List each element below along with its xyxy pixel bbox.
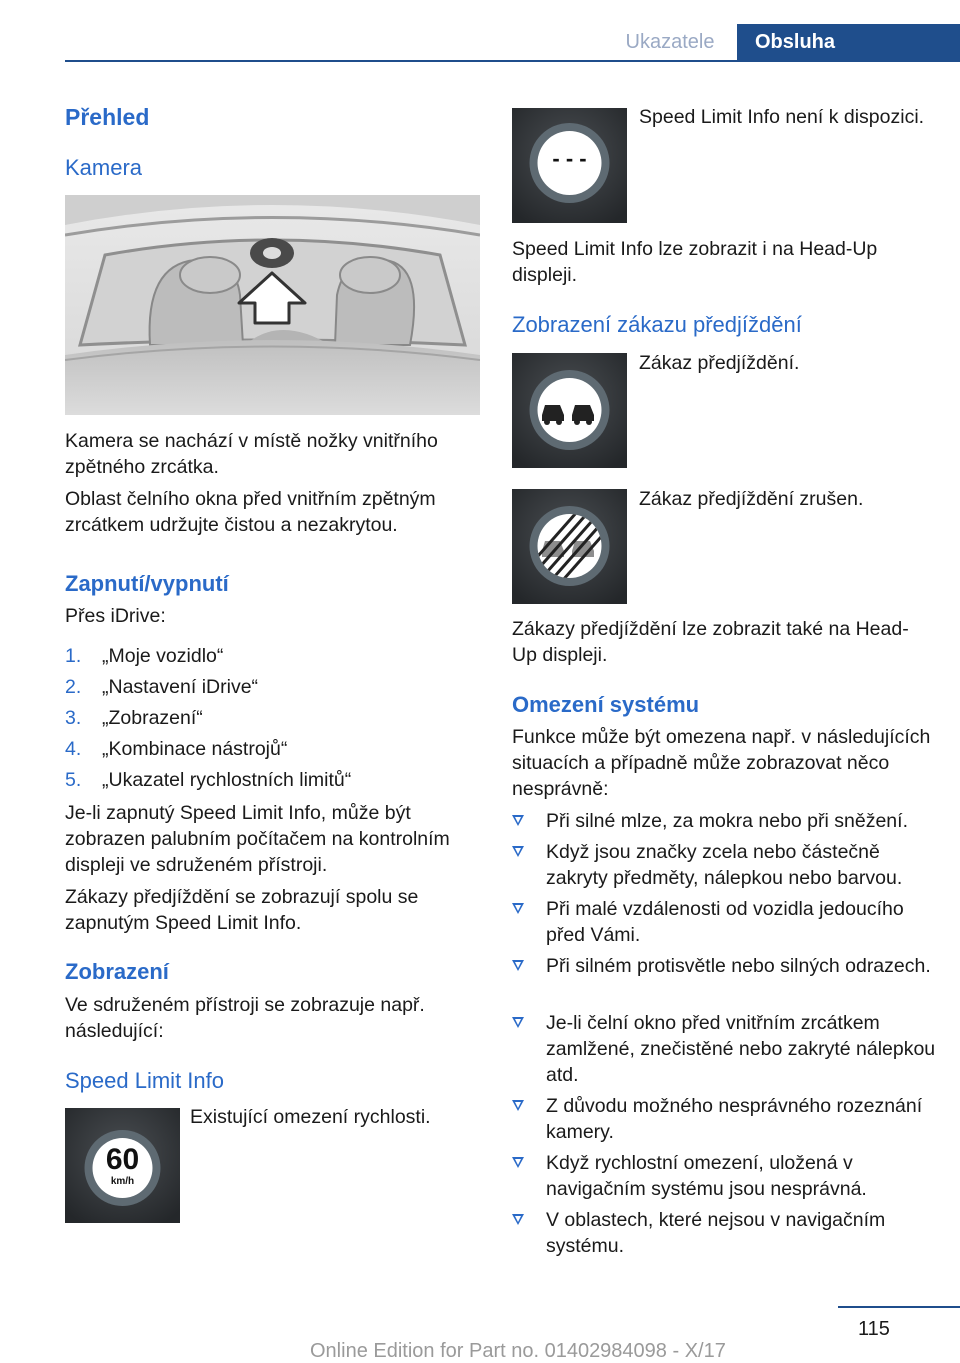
onoff-title: Zapnutí/vypnutí bbox=[65, 571, 229, 596]
display-title: Zobrazení bbox=[65, 959, 169, 984]
hud-text: Speed Limit Info lze zobrazit i na Head-Up displeji. bbox=[512, 238, 878, 286]
onoff-intro: Přes iDrive: bbox=[65, 605, 166, 627]
page-number: 115 bbox=[858, 1318, 890, 1340]
end-no-overtaking-icon bbox=[512, 489, 627, 604]
step-number: 3. bbox=[65, 707, 82, 729]
overtake-end-caption: Zákaz předjíždění zrušen. bbox=[639, 488, 864, 510]
speed-limit-sign-icon bbox=[65, 1108, 180, 1223]
display-text: Ve sdruženém přístroji se zobrazuje např. následující: bbox=[65, 994, 425, 1042]
triangle-bullet-icon bbox=[512, 1100, 524, 1111]
tab-ukazatele[interactable]: Ukazatele bbox=[625, 31, 715, 53]
step-label: „Moje vozidlo“ bbox=[102, 645, 224, 667]
tab-obsluha[interactable]: Obsluha bbox=[737, 24, 960, 61]
onoff-text-1: Je-li zapnutý Speed Limit Info, může být zobrazen palubním počítačem na kontrolním displeji ve sdruženém přístroji. bbox=[65, 802, 450, 876]
footer-rule bbox=[838, 1306, 960, 1308]
bullet-text: Když rychlostní omezení, uložená v navigačním systému jsou nesprávná. bbox=[546, 1152, 867, 1200]
bullet-text: Při malé vzdálenosti od vozidla jedoucího před Vámi. bbox=[546, 898, 904, 946]
step-number: 5. bbox=[65, 769, 82, 791]
bullet-text: Při silné mlze, za mokra nebo při sněžení. bbox=[546, 810, 908, 832]
edition-footer: Online Edition for Part no. 01402984098 - X/17 bbox=[310, 1340, 726, 1362]
bullet-text: Při silném protisvětle nebo silných odrazech. bbox=[546, 955, 931, 977]
triangle-bullet-icon bbox=[512, 960, 524, 971]
triangle-bullet-icon bbox=[512, 846, 524, 857]
triangle-bullet-icon bbox=[512, 1214, 524, 1225]
sign-value: 60 bbox=[105, 1143, 140, 1176]
camera-text-1: Kamera se nachází v místě nožky vnitřního zpětného zrcátka. bbox=[65, 430, 438, 478]
limits-intro: Funkce může být omezena např. v následujících situacích a případně může zobrazovat něco nesprávně: bbox=[512, 726, 931, 800]
sign-unit: km/h bbox=[110, 1176, 135, 1187]
sign-dashes: - - - bbox=[552, 146, 587, 171]
step-label: „Ukazatel rychlostních limitů“ bbox=[102, 769, 352, 791]
triangle-bullet-icon bbox=[512, 903, 524, 914]
triangle-bullet-icon bbox=[512, 1017, 524, 1028]
sli-title: Speed Limit Info bbox=[65, 1068, 224, 1093]
step-number: 1. bbox=[65, 645, 82, 667]
overtake-title: Zobrazení zákazu předjíždění bbox=[512, 312, 802, 337]
steps-list bbox=[65, 643, 485, 793]
limits-title: Omezení systému bbox=[512, 692, 700, 717]
bullet-text: Když jsou značky zcela nebo částečně zakryty předměty, nálepkou nebo barvou. bbox=[546, 841, 903, 889]
bullet-text: Je-li čelní okno před vnitřním zrcátkem zamlžené, znečistěné nebo zakryté nálepkou atd. bbox=[546, 1012, 936, 1086]
car-interior-image bbox=[65, 195, 480, 415]
section-title: Přehled bbox=[65, 104, 150, 130]
overtake-hud-text: Zákazy předjíždění lze zobrazit také na Head-Up displeji. bbox=[512, 618, 909, 666]
na-caption: Speed Limit Info není k dispozici. bbox=[639, 106, 925, 128]
sli-caption: Existující omezení rychlosti. bbox=[190, 1106, 431, 1128]
triangle-bullet-icon bbox=[512, 815, 524, 826]
bullet-text: V oblastech, které nejsou v navigačním systému. bbox=[546, 1209, 886, 1257]
step-number: 4. bbox=[65, 738, 82, 760]
step-number: 2. bbox=[65, 676, 82, 698]
header-rule bbox=[65, 60, 960, 62]
camera-illustration bbox=[65, 195, 480, 415]
bullet-text: Z důvodu možného nesprávného rozeznání kamery. bbox=[546, 1095, 923, 1143]
speed-limit-unavailable-icon bbox=[512, 108, 627, 223]
triangle-bullet-icon bbox=[512, 1157, 524, 1168]
onoff-text-2: Zákazy předjíždění se zobrazují spolu se zapnutým Speed Limit Info. bbox=[65, 886, 419, 934]
subsection-camera: Kamera bbox=[65, 155, 143, 180]
overtake-caption: Zákaz předjíždění. bbox=[639, 352, 800, 374]
no-overtaking-icon bbox=[512, 353, 627, 468]
step-label: „Zobrazení“ bbox=[102, 707, 203, 729]
step-label: „Kombinace nástrojů“ bbox=[102, 738, 288, 760]
step-label: „Nastavení iDrive“ bbox=[102, 676, 259, 698]
camera-text-2: Oblast čelního okna před vnitřním zpětným zrcátkem udržujte čistou a nezakrytou. bbox=[65, 488, 436, 536]
